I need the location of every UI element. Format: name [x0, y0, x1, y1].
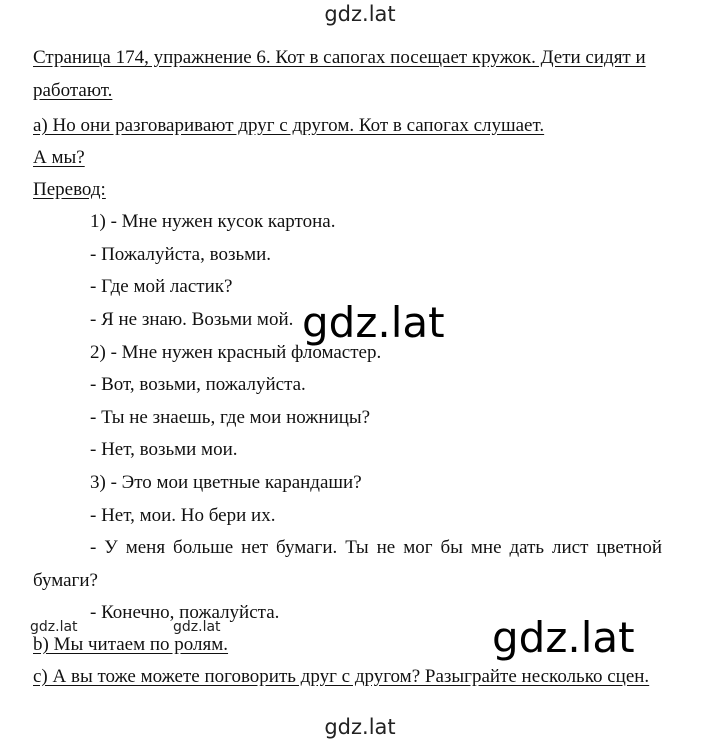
dialogue-line: - Ты не знаешь, где мои ножницы?	[90, 407, 371, 428]
translation-label: Перевод:	[33, 179, 106, 200]
heading-continuation: работают.	[33, 80, 113, 101]
dialogue-line: 2) - Мне нужен красный фломастер.	[90, 342, 382, 363]
watermark-bottom: gdz.lat	[324, 715, 396, 739]
watermark-top: gdz.lat	[324, 2, 396, 26]
dialogue-line: - Нет, мои. Но бери их.	[90, 505, 276, 526]
dialogue-line: - Конечно, пожалуйста.	[90, 602, 280, 623]
dialogue-line: - Пожалуйста, возьми.	[90, 244, 272, 265]
dialogue-line: 3) - Это мои цветные карандаши?	[90, 472, 362, 493]
dialogue-line: 1) - Мне нужен кусок картона.	[90, 211, 336, 232]
dialogue-line: - Нет, возьми мои.	[90, 439, 238, 460]
dialogue-line: - Вот, возьми, пожалуйста.	[90, 374, 306, 395]
part-c-text: c) А вы тоже можете поговорить друг с другом? Разыграйте несколько сцен.	[33, 666, 650, 687]
dialogue-line: бумаги?	[33, 570, 98, 591]
part-a-text: a) Но они разговаривают друг с другом. Кот в сапогах слушает.	[33, 115, 545, 136]
watermark-small-left: gdz.lat	[30, 619, 78, 635]
dialogue-line: - У меня больше нет бумаги. Ты не мог бы мне дать лист цветной	[90, 537, 662, 558]
watermark-large-right: gdz.lat	[492, 613, 635, 662]
dialogue-line: - Где мой ластик?	[90, 276, 233, 297]
part-a-question: А мы?	[33, 147, 85, 168]
part-b-text: b) Мы читаем по ролям.	[33, 634, 229, 655]
dialogue-line: - Я не знаю. Возьми мой.	[90, 309, 294, 330]
watermark-large-center: gdz.lat	[302, 298, 445, 347]
exercise-heading: Страница 174, упражнение 6. Кот в сапогах посещает кружок. Дети сидят и	[33, 47, 646, 68]
watermark-small-center: gdz.lat	[173, 619, 221, 635]
